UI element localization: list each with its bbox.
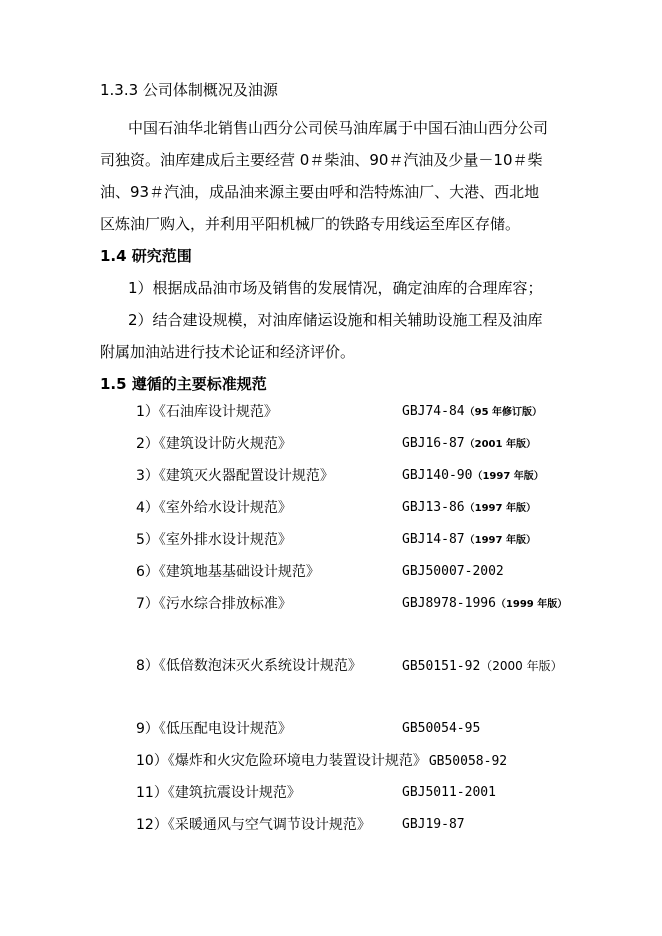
- standard-row: [0, 498, 662, 518]
- standard-row: [0, 562, 662, 582]
- standard-version: （2001 年版）: [464, 439, 536, 450]
- scope-item-2-line-2: 附属加油站进行技术论证和经济评价。: [100, 343, 356, 361]
- standard-row: [0, 815, 662, 835]
- section-1-3-3-heading: 1.3.3 公司体制概况及油源: [100, 81, 278, 99]
- standard-row: [0, 466, 662, 486]
- standard-row: [0, 530, 662, 550]
- standard-version: （1999 年版）: [495, 599, 568, 610]
- paragraph-line: 中国石油华北销售山西分公司侯马油库属于中国石油山西分公司: [128, 119, 549, 137]
- standard-name: 12）《采暖通风与空气调节设计规范》: [136, 817, 371, 833]
- standard-code: GB50054-95: [402, 721, 481, 736]
- standard-row: [0, 434, 662, 454]
- standard-code: GBJ13-86（1997 年版）: [402, 500, 536, 515]
- section-1-5-heading: 1.5 遵循的主要标准规范: [100, 375, 267, 393]
- standard-code: GBJ8978-1996（1999 年版）: [402, 596, 568, 611]
- standard-name: 8）《低倍数泡沫灭火系统设计规范》: [136, 658, 362, 674]
- scope-item-1: 1）根据成品油市场及销售的发展情况，确定油库的合理库容；: [128, 279, 543, 297]
- standard-row: [0, 783, 662, 803]
- standard-code: GBJ74-84（95 年修订版）: [402, 404, 543, 419]
- standard-row: [0, 594, 662, 614]
- standard-version: （95 年修订版）: [464, 407, 543, 418]
- standard-row: [0, 656, 662, 676]
- standard-code: GBJ140-90（1997 年版）: [402, 468, 544, 483]
- standard-row: [0, 751, 662, 771]
- standard-version: （1997 年版）: [472, 471, 544, 482]
- standard-version: （2000 年版）: [480, 659, 563, 673]
- standard-name: 11）《建筑抗震设计规范》: [136, 785, 301, 801]
- standard-name: 10）《爆炸和火灾危险环境电力装置设计规范》 GB50058-92: [136, 753, 508, 769]
- standard-name: 1）《石油库设计规范》: [136, 404, 278, 420]
- standard-name: 9）《低压配电设计规范》: [136, 721, 292, 737]
- standard-row: [0, 719, 662, 739]
- standard-version: （1997 年版）: [464, 503, 536, 514]
- standard-code: GBJ16-87（2001 年版）: [402, 436, 536, 451]
- standard-name: 3）《建筑灭火器配置设计规范》: [136, 468, 334, 484]
- paragraph-line: 司独资。油库建成后主要经营 0＃柴油、90＃汽油及少量－10＃柴: [100, 151, 543, 169]
- standard-name: 7）《污水综合排放标准》: [136, 596, 292, 612]
- paragraph-line: 油、93＃汽油，成品油来源主要由呼和浩特炼油厂、大港、西北地: [100, 183, 540, 201]
- standard-code: GB50151-92（2000 年版）: [402, 659, 563, 674]
- standard-name: 6）《建筑地基基础设计规范》: [136, 564, 320, 580]
- standard-row: [0, 402, 662, 422]
- section-1-4-heading: 1.4 研究范围: [100, 247, 192, 265]
- scope-item-2-line-1: 2）结合建设规模，对油库储运设施和相关辅助设施工程及油库: [128, 311, 543, 329]
- standard-name: 2）《建筑设计防火规范》: [136, 436, 292, 452]
- standard-name: 4）《室外给水设计规范》: [136, 500, 292, 516]
- standard-name: 5）《室外排水设计规范》: [136, 532, 292, 548]
- standard-code: GB50058-92: [428, 754, 508, 769]
- standard-version: （1997 年版）: [464, 535, 536, 546]
- standard-code: GBJ50007-2002: [402, 564, 504, 579]
- standard-code: GBJ14-87（1997 年版）: [402, 532, 536, 547]
- paragraph-line: 区炼油厂购入，并利用平阳机械厂的铁路专用线运至库区存储。: [100, 215, 521, 233]
- standard-code: GBJ5011-2001: [402, 785, 496, 800]
- standard-code: GBJ19-87: [402, 817, 465, 832]
